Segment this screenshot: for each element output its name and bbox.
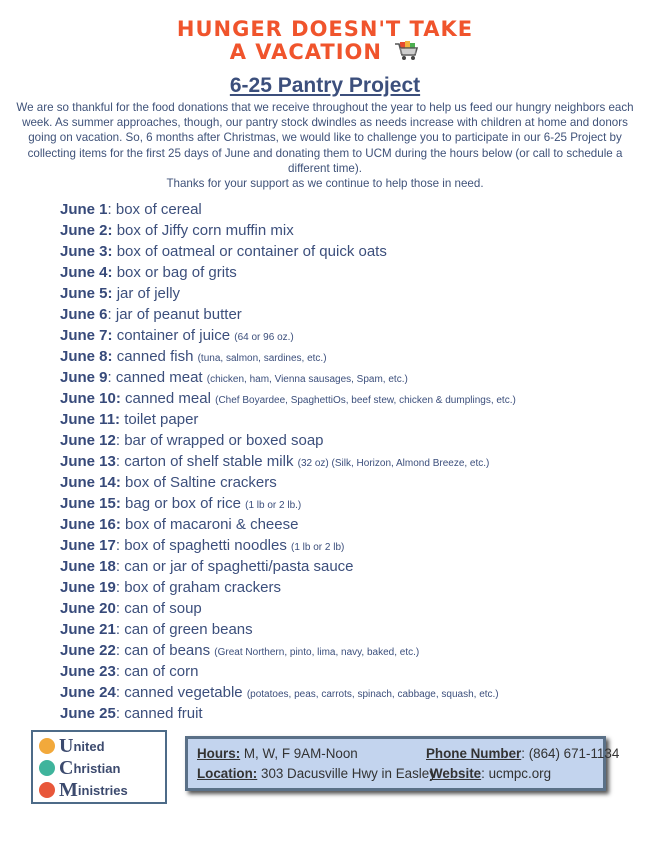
headline-line-2-text: A VACATION (229, 40, 382, 64)
location-value: 303 Dacusville Hwy in Easley (261, 766, 436, 781)
list-item (60, 262, 640, 283)
item-name: can or jar of spaghetti/pasta sauce (124, 558, 354, 575)
item-name: canned meal (125, 390, 211, 407)
item-day: June 12 (60, 432, 116, 449)
list-item: June 20: can of soup (60, 600, 202, 617)
list-item: June 18: can or jar of spaghetti/pasta sauce (60, 558, 354, 575)
item-name: canned fruit (124, 705, 203, 722)
item-name: jar of peanut butter (115, 306, 242, 323)
item-day: June 17 (60, 537, 116, 554)
item-note: (tuna, salmon, sardines, etc.) (197, 353, 327, 364)
intro-text (14, 100, 636, 191)
pantry-item-list (60, 199, 640, 724)
item-name: can of beans (124, 642, 211, 659)
list-item (60, 409, 640, 430)
bowl-icon (39, 782, 55, 798)
phone-value[interactable]: (864) 671-1134 (528, 746, 620, 761)
item-day: June 16: (60, 516, 121, 533)
list-item: June 24: canned vegetable (potatoes, peas, carrots, spinach, cabbage, squash, etc.) (60, 684, 499, 701)
list-item: June 13: carton of shelf stable milk (32 oz) (Silk, Horizon, Almond Breeze, etc.) (60, 453, 490, 470)
item-name: can of soup (124, 600, 202, 617)
list-item: June 21: can of green beans (60, 621, 253, 638)
logo-row-christian: C hristian (39, 758, 120, 778)
item-day: June 23 (60, 663, 116, 680)
item-name: box of graham crackers (124, 579, 281, 596)
item-day: June 24 (60, 684, 116, 701)
list-item (60, 241, 640, 262)
location-label: Location: (197, 766, 258, 781)
list-item (60, 346, 640, 367)
item-day: June 3: (60, 243, 113, 260)
item-day: June 1 (60, 201, 108, 218)
item-name: carton of shelf stable milk (124, 453, 294, 470)
item-day: June 21 (60, 621, 116, 638)
contact-info-box (185, 736, 620, 791)
item-day: June 9 (60, 369, 108, 386)
list-item: June 22: can of beans (Great Northern, pinto, lima, navy, baked, etc.) (60, 642, 420, 659)
list-item (60, 514, 640, 535)
item-name: bag or box of rice (125, 495, 241, 512)
intro-thanks: Thanks for your support as we continue to help those in need. (166, 177, 484, 191)
intro-paragraph: We are so thankful for the food donations that we receive throughout the year to help us feed our hungry neighbors each week. As summer approaches, though, our pantry stock dwindles as needs increase with children at home and donors going on vacation. So, 6 months after Christmas, we would like to challenge you to participate in our 6-25 Project by collecting items for the first 25 days of June and donating them to UCM during the hours below (or call to schedule a different time). (16, 101, 634, 175)
location-line (197, 766, 436, 781)
headline-line-2 (0, 40, 650, 66)
item-name: canned meat (115, 369, 203, 386)
item-note: (chicken, ham, Vienna sausages, Spam, etc.) (206, 374, 408, 385)
list-item: June 25: canned fruit (60, 705, 203, 722)
wheat-icon (39, 738, 55, 754)
item-name: can of green beans (124, 621, 253, 638)
item-name: box of oatmeal or container of quick oats (116, 243, 387, 260)
item-name: toilet paper (124, 411, 199, 428)
logo-row-ministries: M inistries (39, 780, 128, 800)
item-note: (32 oz) (Silk, Horizon, Almond Breeze, etc.) (297, 458, 490, 469)
item-name: box of cereal (115, 201, 202, 218)
item-day: June 8: (60, 348, 113, 365)
hours-line (197, 746, 358, 761)
list-item: June 1: box of cereal (60, 201, 202, 218)
item-day: June 20 (60, 600, 116, 617)
item-name: container of juice (116, 327, 231, 344)
item-name: bar of wrapped or boxed soap (124, 432, 324, 449)
item-name: box of spaghetti noodles (124, 537, 287, 554)
list-item: June 12: bar of wrapped or boxed soap (60, 432, 324, 449)
item-day: June 15: (60, 495, 121, 512)
list-item (60, 220, 640, 241)
item-note: (Great Northern, pinto, lima, navy, baked, etc.) (214, 647, 420, 658)
item-day: June 18 (60, 558, 116, 575)
item-day: June 2: (60, 222, 113, 239)
phone-line: Phone Number: (864) 671-1134 (426, 746, 620, 761)
item-note: (64 or 96 oz.) (234, 332, 294, 343)
list-item (60, 283, 640, 304)
item-day: June 5: (60, 285, 113, 302)
item-day: June 14: (60, 474, 121, 491)
item-day: June 11: (60, 411, 121, 428)
list-item: June 17: box of spaghetti noodles (1 lb or 2 lb) (60, 537, 345, 554)
list-item (60, 325, 640, 346)
website-link[interactable]: ucmpc.org (488, 766, 552, 781)
item-day: June 13 (60, 453, 116, 470)
item-day: June 10: (60, 390, 121, 407)
shopping-cart-icon (394, 40, 420, 66)
phone-label: Phone Number (426, 746, 522, 761)
hours-value: M, W, F 9AM-Noon (243, 746, 358, 761)
item-name: box of Saltine crackers (125, 474, 277, 491)
page-title: 6-25 Pantry Project (229, 74, 421, 97)
item-note: (potatoes, peas, carrots, spinach, cabbage, squash, etc.) (246, 689, 499, 700)
logo-row-united: U nited (39, 736, 105, 756)
item-note: (1 lb or 2 lb) (291, 542, 345, 553)
list-item: June 19: box of graham crackers (60, 579, 281, 596)
headline (0, 18, 650, 66)
item-name: box or bag of grits (116, 264, 237, 281)
list-item: June 23: can of corn (60, 663, 199, 680)
ucm-logo (31, 730, 167, 804)
item-day: June 25 (60, 705, 116, 722)
list-item: June 9: canned meat (chicken, ham, Vienna sausages, Spam, etc.) (60, 369, 408, 386)
item-name: box of Jiffy corn muffin mix (116, 222, 294, 239)
list-item (60, 388, 640, 409)
item-day: June 22 (60, 642, 116, 659)
item-note: (1 lb or 2 lb.) (245, 500, 302, 511)
list-item (60, 493, 640, 514)
item-name: box of macaroni & cheese (125, 516, 299, 533)
item-day: June 19 (60, 579, 116, 596)
item-name: can of corn (124, 663, 199, 680)
item-name: canned fish (116, 348, 194, 365)
item-day: June 7: (60, 327, 113, 344)
item-name: canned vegetable (124, 684, 243, 701)
item-note: (Chef Boyardee, SpaghettiOs, beef stew, chicken & dumplings, etc.) (215, 395, 516, 406)
website-line: Website: ucmpc.org (430, 766, 552, 781)
website-label: Website (430, 766, 482, 781)
list-item (60, 472, 640, 493)
globe-icon (39, 760, 55, 776)
headline-line-1: HUNGER DOESN'T TAKE (176, 17, 474, 41)
list-item: June 6: jar of peanut butter (60, 306, 242, 323)
item-name: jar of jelly (116, 285, 181, 302)
item-day: June 4: (60, 264, 113, 281)
item-day: June 6 (60, 306, 108, 323)
hours-label: Hours: (197, 746, 241, 761)
